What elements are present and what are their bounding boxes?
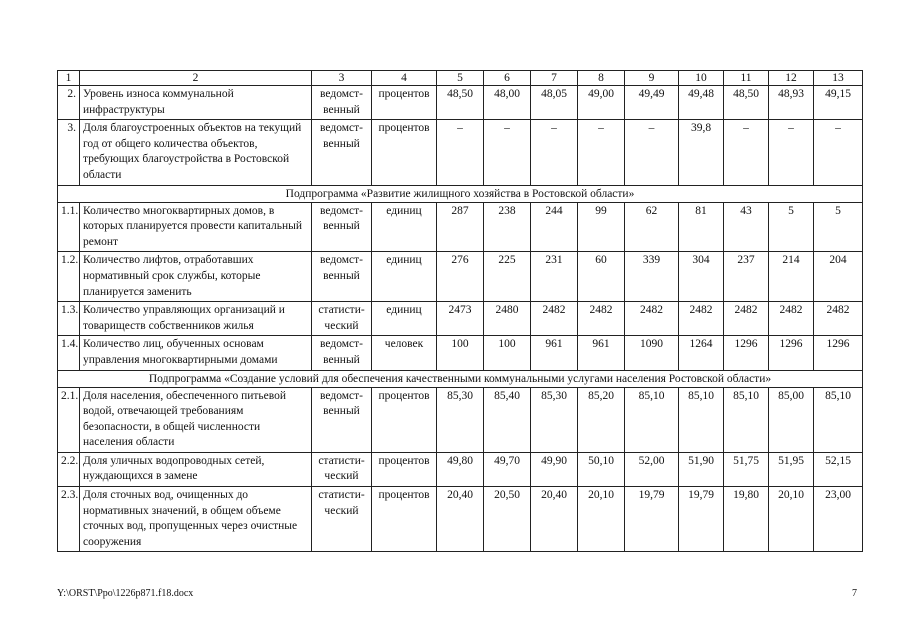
source-cell: ведомст-венный: [312, 120, 372, 185]
value-cell: 48,05: [531, 86, 578, 120]
indicator-group: [58, 202, 863, 370]
source-cell: ведомст-венный: [312, 86, 372, 120]
value-cell: 961: [578, 336, 625, 370]
table-row: [58, 387, 863, 452]
source-cell: статисти-ческий: [312, 452, 372, 486]
value-cell: 5: [769, 202, 814, 252]
value-cell: 43: [724, 202, 769, 252]
value-cell: 20,50: [484, 487, 531, 552]
value-cell: 238: [484, 202, 531, 252]
value-cell: 85,30: [531, 387, 578, 452]
value-cell: 99: [578, 202, 625, 252]
header-cell: 2: [80, 71, 312, 86]
value-cell: 60: [578, 252, 625, 302]
header-cell: 1: [58, 71, 80, 86]
value-cell: –: [625, 120, 679, 185]
value-cell: 85,10: [724, 387, 769, 452]
value-cell: 85,10: [679, 387, 724, 452]
unit-cell: единиц: [372, 302, 437, 336]
value-cell: 1264: [679, 336, 724, 370]
value-cell: 244: [531, 202, 578, 252]
indicator-name-cell: Доля сточных вод, очищенных до нормативных значений, в общем объеме сточных вод, пропущенных через очистные сооружения: [80, 487, 312, 552]
table-row: [58, 302, 863, 336]
unit-cell: процентов: [372, 86, 437, 120]
header-cell: 6: [484, 71, 531, 86]
header-cell: 13: [814, 71, 863, 86]
value-cell: 5: [814, 202, 863, 252]
table-row: [58, 86, 863, 120]
row-number-cell: 2.1.: [58, 387, 80, 452]
value-cell: 1296: [769, 336, 814, 370]
value-cell: 2482: [679, 302, 724, 336]
value-cell: 304: [679, 252, 724, 302]
value-cell: 2482: [769, 302, 814, 336]
value-cell: 339: [625, 252, 679, 302]
value-cell: 39,8: [679, 120, 724, 185]
row-number-cell: 1.1.: [58, 202, 80, 252]
subprogram-row: [58, 185, 863, 202]
header-row: [58, 71, 863, 86]
header-cell: 8: [578, 71, 625, 86]
source-cell: статисти-ческий: [312, 302, 372, 336]
table-row: [58, 202, 863, 252]
value-cell: 20,40: [437, 487, 484, 552]
value-cell: 214: [769, 252, 814, 302]
value-cell: 85,40: [484, 387, 531, 452]
row-number-cell: 2.3.: [58, 487, 80, 552]
indicator-name-cell: Доля уличных водопроводных сетей, нуждающихся в замене: [80, 452, 312, 486]
unit-cell: единиц: [372, 252, 437, 302]
file-path: Y:\ORST\Ppo\1226p871.f18.docx: [57, 588, 194, 599]
value-cell: –: [814, 120, 863, 185]
value-cell: 50,10: [578, 452, 625, 486]
header-cell: 12: [769, 71, 814, 86]
value-cell: 48,50: [724, 86, 769, 120]
value-cell: 2480: [484, 302, 531, 336]
value-cell: 19,80: [724, 487, 769, 552]
value-cell: 276: [437, 252, 484, 302]
indicator-group: [58, 86, 863, 186]
indicator-name-cell: Количество многоквартирных домов, в которых планируется провести капитальный ремонт: [80, 202, 312, 252]
value-cell: 51,90: [679, 452, 724, 486]
indicator-name-cell: Уровень износа коммунальной инфраструктуры: [80, 86, 312, 120]
value-cell: 237: [724, 252, 769, 302]
value-cell: –: [484, 120, 531, 185]
value-cell: 52,00: [625, 452, 679, 486]
value-cell: 231: [531, 252, 578, 302]
value-cell: –: [769, 120, 814, 185]
value-cell: 52,15: [814, 452, 863, 486]
value-cell: 287: [437, 202, 484, 252]
header-cell: 10: [679, 71, 724, 86]
source-cell: статисти-ческий: [312, 487, 372, 552]
value-cell: 85,00: [769, 387, 814, 452]
table-row: [58, 452, 863, 486]
value-cell: 85,30: [437, 387, 484, 452]
value-cell: 49,48: [679, 86, 724, 120]
table-row: [58, 120, 863, 185]
header-cell: 3: [312, 71, 372, 86]
source-cell: ведомст-венный: [312, 252, 372, 302]
value-cell: 49,70: [484, 452, 531, 486]
value-cell: 19,79: [625, 487, 679, 552]
table-row: [58, 336, 863, 370]
value-cell: 20,10: [769, 487, 814, 552]
row-number-cell: 1.4.: [58, 336, 80, 370]
page-number: 7: [852, 588, 857, 599]
subprogram-row: [58, 370, 863, 387]
value-cell: 2482: [531, 302, 578, 336]
unit-cell: человек: [372, 336, 437, 370]
value-cell: 49,15: [814, 86, 863, 120]
value-cell: –: [724, 120, 769, 185]
value-cell: 51,75: [724, 452, 769, 486]
header-cell: 9: [625, 71, 679, 86]
unit-cell: процентов: [372, 487, 437, 552]
value-cell: 85,10: [625, 387, 679, 452]
indicator-name-cell: Количество лифтов, отработавших нормативный срок службы, которые планируется заменить: [80, 252, 312, 302]
value-cell: –: [531, 120, 578, 185]
value-cell: 48,00: [484, 86, 531, 120]
value-cell: 1296: [814, 336, 863, 370]
unit-cell: процентов: [372, 387, 437, 452]
unit-cell: процентов: [372, 452, 437, 486]
value-cell: 49,49: [625, 86, 679, 120]
header-cell: 4: [372, 71, 437, 86]
value-cell: 225: [484, 252, 531, 302]
value-cell: 100: [437, 336, 484, 370]
indicator-group: [58, 387, 863, 552]
row-number-cell: 2.: [58, 86, 80, 120]
value-cell: 100: [484, 336, 531, 370]
indicator-name-cell: Доля благоустроенных объектов на текущий год от общего количества объектов, требующих благоустройства в Ростовской области: [80, 120, 312, 185]
value-cell: –: [437, 120, 484, 185]
value-cell: 49,90: [531, 452, 578, 486]
subprogram-title: Подпрограмма «Развитие жилищного хозяйства в Ростовской области»: [58, 185, 863, 202]
row-number-cell: 1.2.: [58, 252, 80, 302]
header-cell: 11: [724, 71, 769, 86]
value-cell: 204: [814, 252, 863, 302]
header-cell: 5: [437, 71, 484, 86]
value-cell: 51,95: [769, 452, 814, 486]
value-cell: 19,79: [679, 487, 724, 552]
value-cell: 20,40: [531, 487, 578, 552]
value-cell: 49,00: [578, 86, 625, 120]
value-cell: 2482: [724, 302, 769, 336]
value-cell: 48,50: [437, 86, 484, 120]
value-cell: 1090: [625, 336, 679, 370]
value-cell: 49,80: [437, 452, 484, 486]
header-cell: 7: [531, 71, 578, 86]
value-cell: 961: [531, 336, 578, 370]
value-cell: –: [578, 120, 625, 185]
value-cell: 85,10: [814, 387, 863, 452]
unit-cell: процентов: [372, 120, 437, 185]
value-cell: 81: [679, 202, 724, 252]
indicator-name-cell: Количество управляющих организаций и товариществ собственников жилья: [80, 302, 312, 336]
row-number-cell: 3.: [58, 120, 80, 185]
value-cell: 1296: [724, 336, 769, 370]
value-cell: 2473: [437, 302, 484, 336]
value-cell: 23,00: [814, 487, 863, 552]
value-cell: 2482: [625, 302, 679, 336]
source-cell: ведомст-венный: [312, 387, 372, 452]
value-cell: 2482: [578, 302, 625, 336]
table-row: [58, 487, 863, 552]
source-cell: ведомст-венный: [312, 202, 372, 252]
value-cell: 20,10: [578, 487, 625, 552]
value-cell: 62: [625, 202, 679, 252]
indicators-table: [57, 70, 863, 552]
value-cell: 2482: [814, 302, 863, 336]
source-cell: ведомст-венный: [312, 336, 372, 370]
unit-cell: единиц: [372, 202, 437, 252]
value-cell: 85,20: [578, 387, 625, 452]
row-number-cell: 1.3.: [58, 302, 80, 336]
table-row: [58, 252, 863, 302]
subprogram-title: Подпрограмма «Создание условий для обеспечения качественными коммунальными услугами населения Ростовской области»: [58, 370, 863, 387]
indicator-name-cell: Количество лиц, обученных основам управления многоквартирными домами: [80, 336, 312, 370]
value-cell: 48,93: [769, 86, 814, 120]
indicator-name-cell: Доля населения, обеспеченного питьевой водой, отвечающей требованиям безопасности, в общей численности населения области: [80, 387, 312, 452]
row-number-cell: 2.2.: [58, 452, 80, 486]
